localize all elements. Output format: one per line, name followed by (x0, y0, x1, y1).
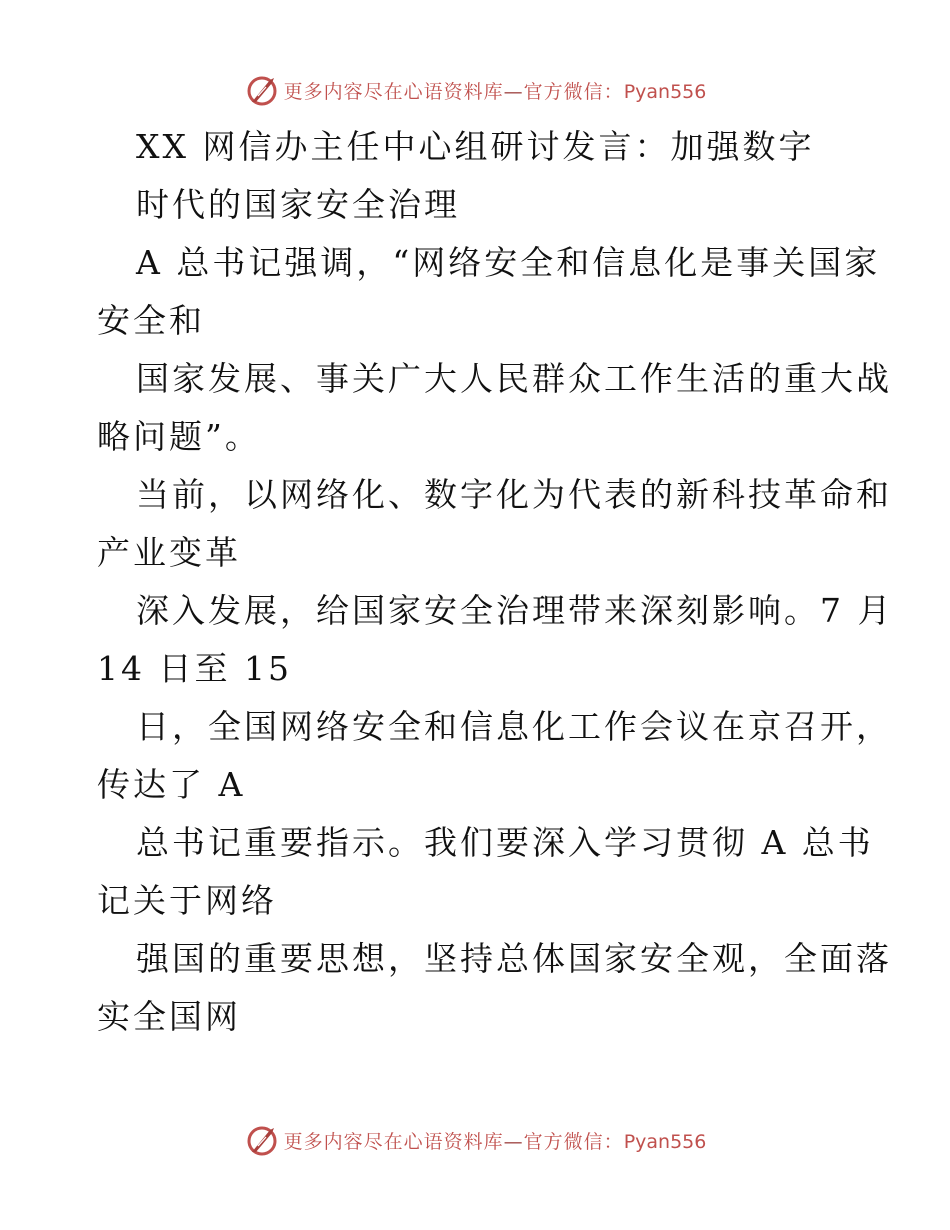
quill-pen-logo-icon (244, 72, 280, 108)
text-line: 传达了 A (97, 765, 246, 804)
text-line: 强国的重要思想，坚持总体国家安全观，全面落 (136, 939, 892, 978)
header-watermark (0, 70, 950, 110)
text-line: 当前，以网络化、数字化为代表的新科技革命和 (136, 475, 892, 514)
text-line: 记关于网络 (97, 881, 277, 920)
text-line: 总书记重要指示。我们要深入学习贯彻 A 总书 (136, 823, 874, 862)
text-line: 日，全国网络安全和信息化工作会议在京召开， (136, 707, 892, 746)
text-line: 国家发展、事关广大人民群众工作生活的重大战 (136, 359, 892, 398)
text-line: A 总书记强调，“网络安全和信息化是事关国家 (136, 243, 881, 282)
quill-pen-logo-icon (244, 1122, 280, 1158)
footer-watermark (0, 1120, 950, 1160)
watermark-text: 更多内容尽在心语资料库—官方微信：Pyan556 (283, 80, 707, 103)
document-body (0, 118, 950, 1046)
text-line: XX 网信办主任中心组研讨发言：加强数字 (136, 127, 815, 166)
text-line: 产业变革 (97, 533, 241, 572)
text-line: 14 日至 15 (97, 649, 292, 688)
text-line: 安全和 (97, 301, 205, 340)
text-line: 略问题”。 (97, 417, 261, 456)
watermark-text: 更多内容尽在心语资料库—官方微信：Pyan556 (283, 1130, 707, 1153)
text-line: 实全国网 (97, 997, 241, 1036)
text-line: 时代的国家安全治理 (136, 185, 460, 224)
text-line: 深入发展，给国家安全治理带来深刻影响。7 月 (136, 591, 894, 630)
